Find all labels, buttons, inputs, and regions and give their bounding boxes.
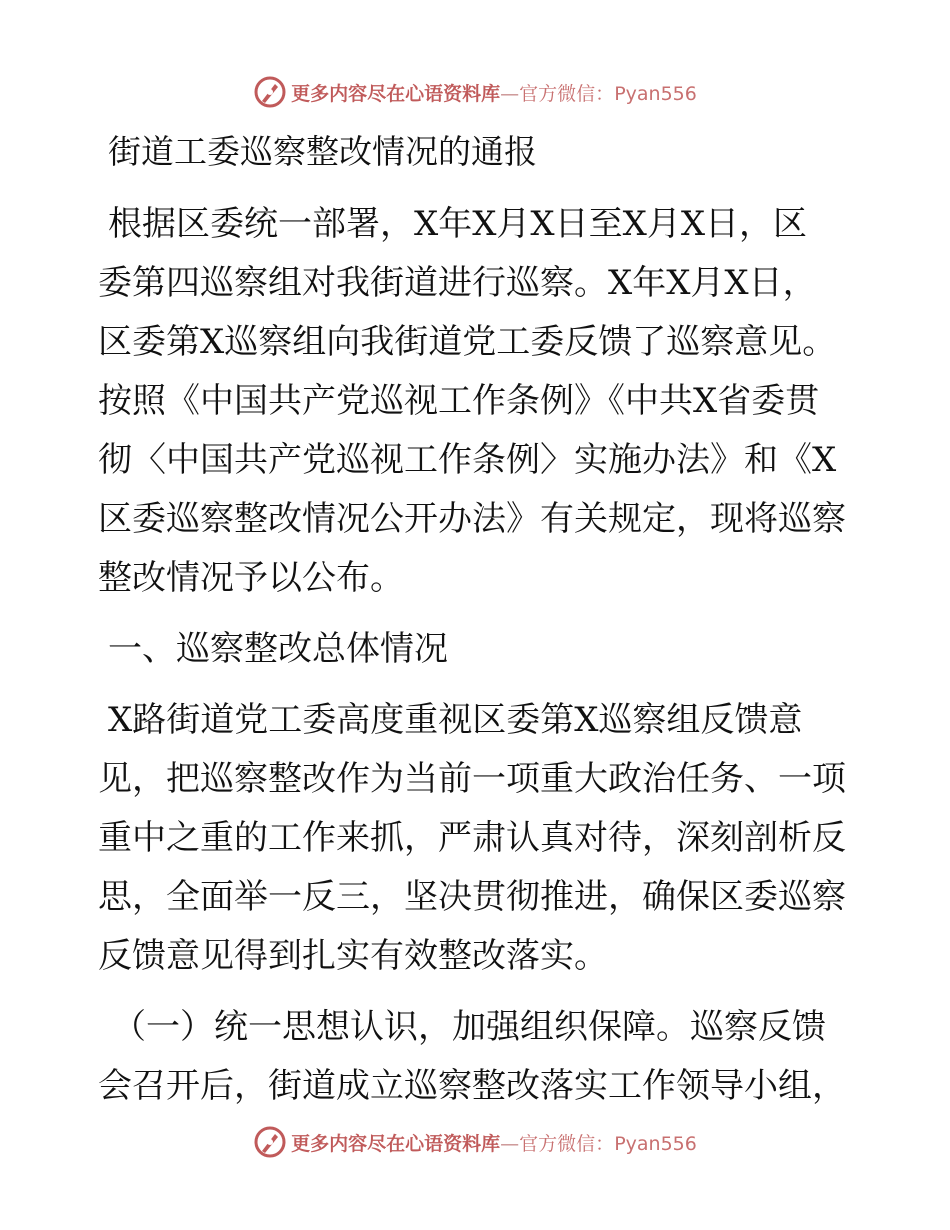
banner-main-text: 更多内容尽在心语资料库 [291, 82, 501, 105]
banner-wechat-label: 官方微信： [519, 82, 615, 105]
text-line: 按照《中国共产党巡视工作条例》《中共X省委贯 [98, 381, 820, 421]
banner-dash: — [500, 82, 520, 105]
document-title: 街道工委巡察整改情况的通报 [108, 132, 537, 171]
document-body [98, 122, 858, 1116]
banner-main-text: 更多内容尽在心语资料库 [291, 1132, 501, 1155]
text-line: 会召开后，街道成立巡察整改落实工作领导小组， [98, 1066, 846, 1106]
text-line: 彻〈中国共产党巡视工作条例〉实施办法》和《X [98, 440, 837, 480]
paragraph-intro [98, 195, 858, 608]
quill-logo-icon [253, 1125, 287, 1159]
section-heading: 一、巡察整改总体情况 [108, 629, 448, 669]
text-line: 重中之重的工作来抓，严肃认真对待，深刻剖析反 [98, 818, 846, 858]
banner-wechat-label: 官方微信： [519, 1132, 615, 1155]
footer-banner [0, 1122, 950, 1162]
text-line: （一）统一思想认识，加强组织保障。巡察反馈 [112, 1007, 826, 1047]
banner-wechat-id: Pyan556 [614, 1132, 697, 1155]
banner-text [291, 1129, 697, 1156]
header-banner [0, 72, 950, 112]
banner-dash: — [500, 1132, 520, 1155]
text-line: 区委巡察整改情况公开办法》有关规定，现将巡察 [98, 499, 846, 539]
text-line: 区委第X巡察组向我街道党工委反馈了巡察意见。 [98, 322, 837, 362]
text-line: 根据区委统一部署，X年X月X日至X月X日，区 [108, 204, 808, 244]
paragraph-subsection-1 [98, 998, 858, 1116]
banner-text [291, 79, 697, 106]
text-line: 反馈意见得到扎实有效整改落实。 [98, 936, 608, 976]
text-line: X路街道党工委高度重视区委第X巡察组反馈意 [108, 700, 803, 740]
text-line: 委第四巡察组对我街道进行巡察。X年X月X日， [98, 263, 817, 303]
text-line: 思，全面举一反三，坚决贯彻推进，确保区委巡察 [98, 877, 846, 917]
quill-logo-icon [253, 75, 287, 109]
text-line: 见，把巡察整改作为当前一项重大政治任务、一项 [98, 759, 846, 799]
paragraph-overview [98, 691, 858, 986]
banner-wechat-id: Pyan556 [614, 82, 697, 105]
text-line: 整改情况予以公布。 [98, 558, 404, 598]
